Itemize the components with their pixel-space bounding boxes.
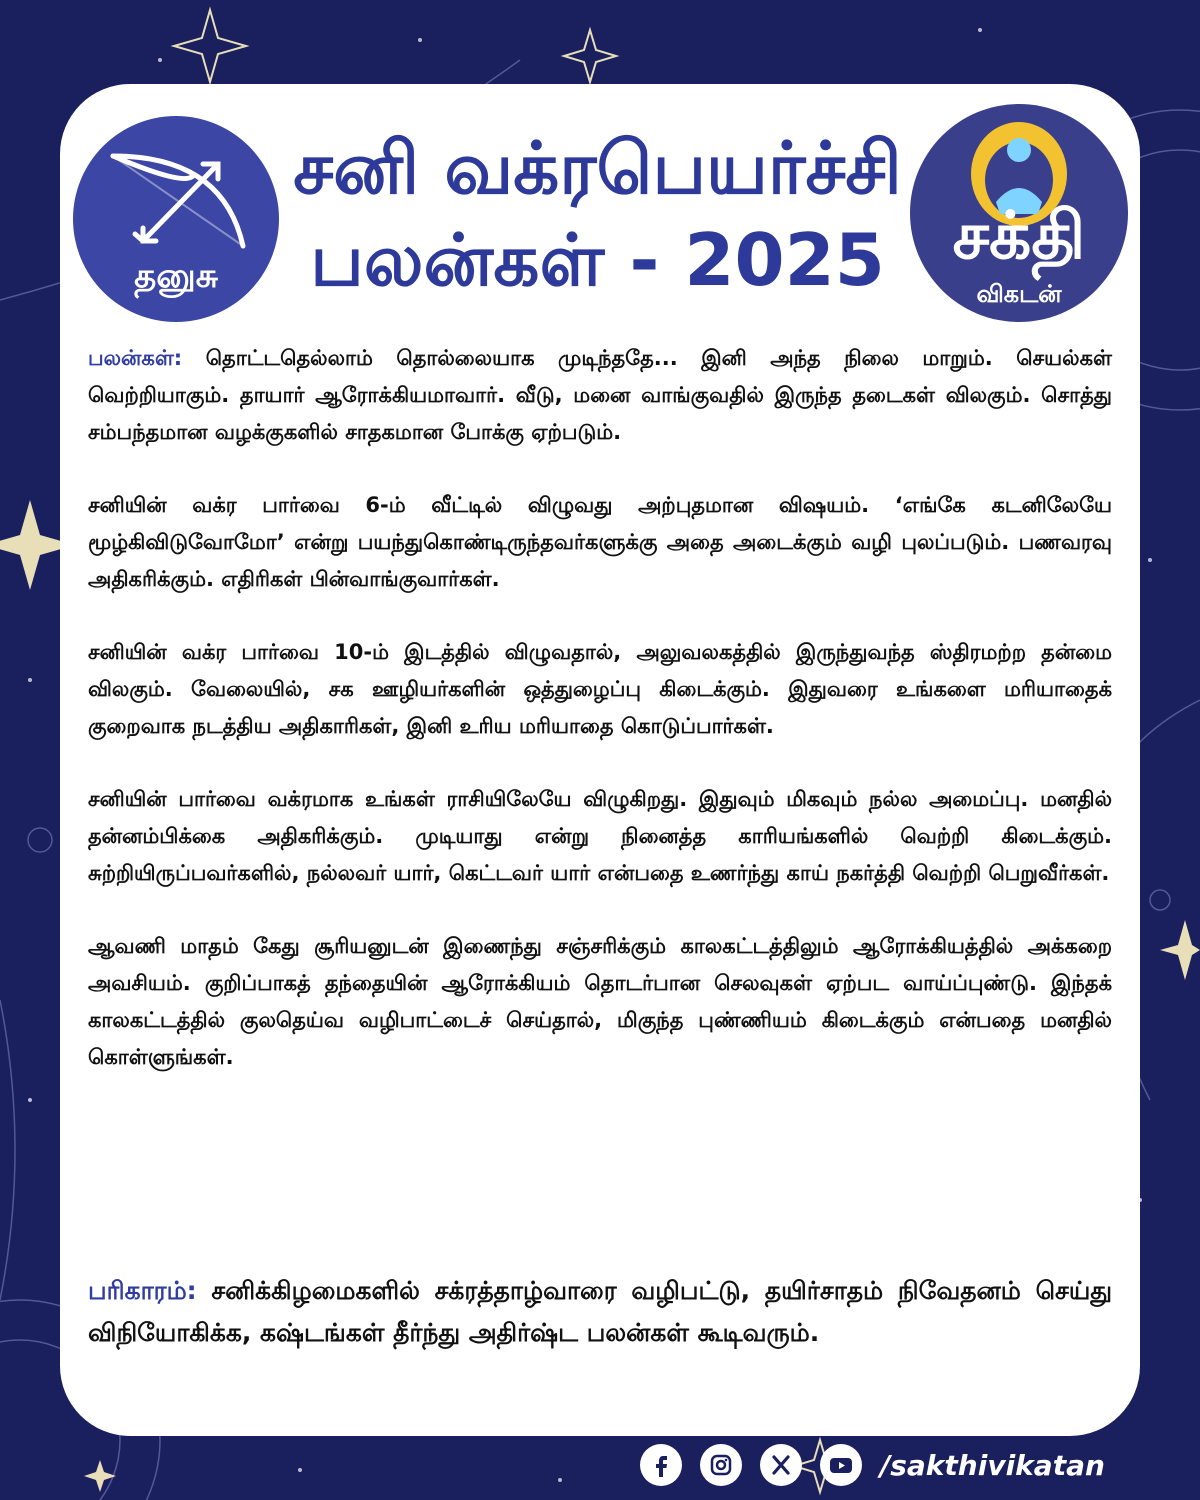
title-line-2: பலன்கள் - 2025 [310,218,885,302]
paragraph-3: சனியின் வக்ர பார்வை 10-ம் இடத்தில் விழுவதால், அலுவலகத்தில் இருந்துவந்த ஸ்திரமற்ற தன்மை விலகும். வேலையில், சக ஊழியர்களின் ஒத்துழைப்பு கிடைக்கும். இதுவரை உங்களை மரியாதைக் குறைவாக நடத்திய அதிகாரிகள், இனி உரிய மரியாதை கொடுப்பார்கள். [88,640,1112,738]
paragraph-text: தொட்டதெல்லாம் தொல்லையாக முடிந்ததே... இனி அந்த நிலை மாறும். செயல்கள் வெற்றியாகும். தாயார் ஆரோக்கியமாவார். வீடு, மனை வாங்குவதில் இருந்த தடைகள் விலகும். சொத்து சம்பந்தமான வழக்குகளில் சாதகமான போக்கு ஏற்படும். [88,346,1112,444]
zodiac-name: தனுசு [134,256,218,296]
paragraph-4: சனியின் பார்வை வக்ரமாக உங்கள் ராசியிலேயே விழுகிறது. இதுவும் மிகவும் நல்ல அமைப்பு. மனதில் தன்னம்பிக்கை அதிகரிக்கும். முடியாது என்று நினைத்த காரியங்களில் வெற்றி கிடைக்கும். சுற்றியிருப்பவர்களில், நல்லவர் யார், கெட்டவர் யார் என்பதை உணர்ந்து காய் நகர்த்தி வெற்றி பெறுவீர்கள். [88,787,1112,885]
social-handle[interactable]: /sakthivikatan [880,1448,1105,1482]
remedy-paragraph [88,1270,1112,1354]
social-footer [640,1442,1105,1488]
brand-subtitle: விகடன் [976,280,1062,308]
paragraph-1 [88,340,1112,451]
horoscope-body [88,340,1112,1112]
youtube-icon[interactable] [820,1444,862,1486]
paragraph-5: ஆவணி மாதம் கேது சூரியனுடன் இணைந்து சஞ்சரிக்கும் காலகட்டத்திலும் ஆரோக்கியத்தில் அக்கறை அவசியம். குறிப்பாகத் தந்தையின் ஆரோக்கியம் தொடர்பான செலவுகள் ஏற்பட வாய்ப்புண்டு. இந்தக் காலகட்டத்தில் குலதெய்வ வழிபாட்டைச் செய்தால், மிகுந்த புண்ணியம் கிடைக்கும் என்பதை மனதில் கொள்ளுங்கள். [88,934,1112,1069]
x-icon[interactable] [760,1444,802,1486]
benefits-label: பலன்கள்: [88,346,183,370]
title-line-1: சனி வக்ரபெயர்ச்சி [293,126,902,210]
facebook-icon[interactable] [640,1444,682,1486]
brand-name: சக்தி [952,197,1086,274]
remedy-label: பரிகாரம்: [88,1276,197,1305]
zodiac-badge [73,116,279,322]
page-title [285,122,910,306]
remedy-text: சனிக்கிழமைகளில் சக்ரத்தாழ்வாரை வழிபட்டு, தயிர்சாதம் நிவேதனம் செய்து விநியோகிக்க, கஷ்டங்கள் தீர்ந்து அதிர்ஷ்ட பலன்கள் கூடிவரும். [88,1276,1112,1347]
brand-logo [910,104,1128,322]
paragraph-2: சனியின் வக்ர பார்வை 6-ம் வீட்டில் விழுவது அற்புதமான விஷயம். ‘எங்கே கடனிலேயே மூழ்கிவிடுவோமோ’ என்று பயந்துகொண்டிருந்தவர்களுக்கு அதை அடைக்கும் வழி புலப்படும். பணவரவு அதிகரிக்கும். எதிரிகள் பின்வாங்குவார்கள். [88,493,1112,591]
instagram-icon[interactable] [700,1444,742,1486]
